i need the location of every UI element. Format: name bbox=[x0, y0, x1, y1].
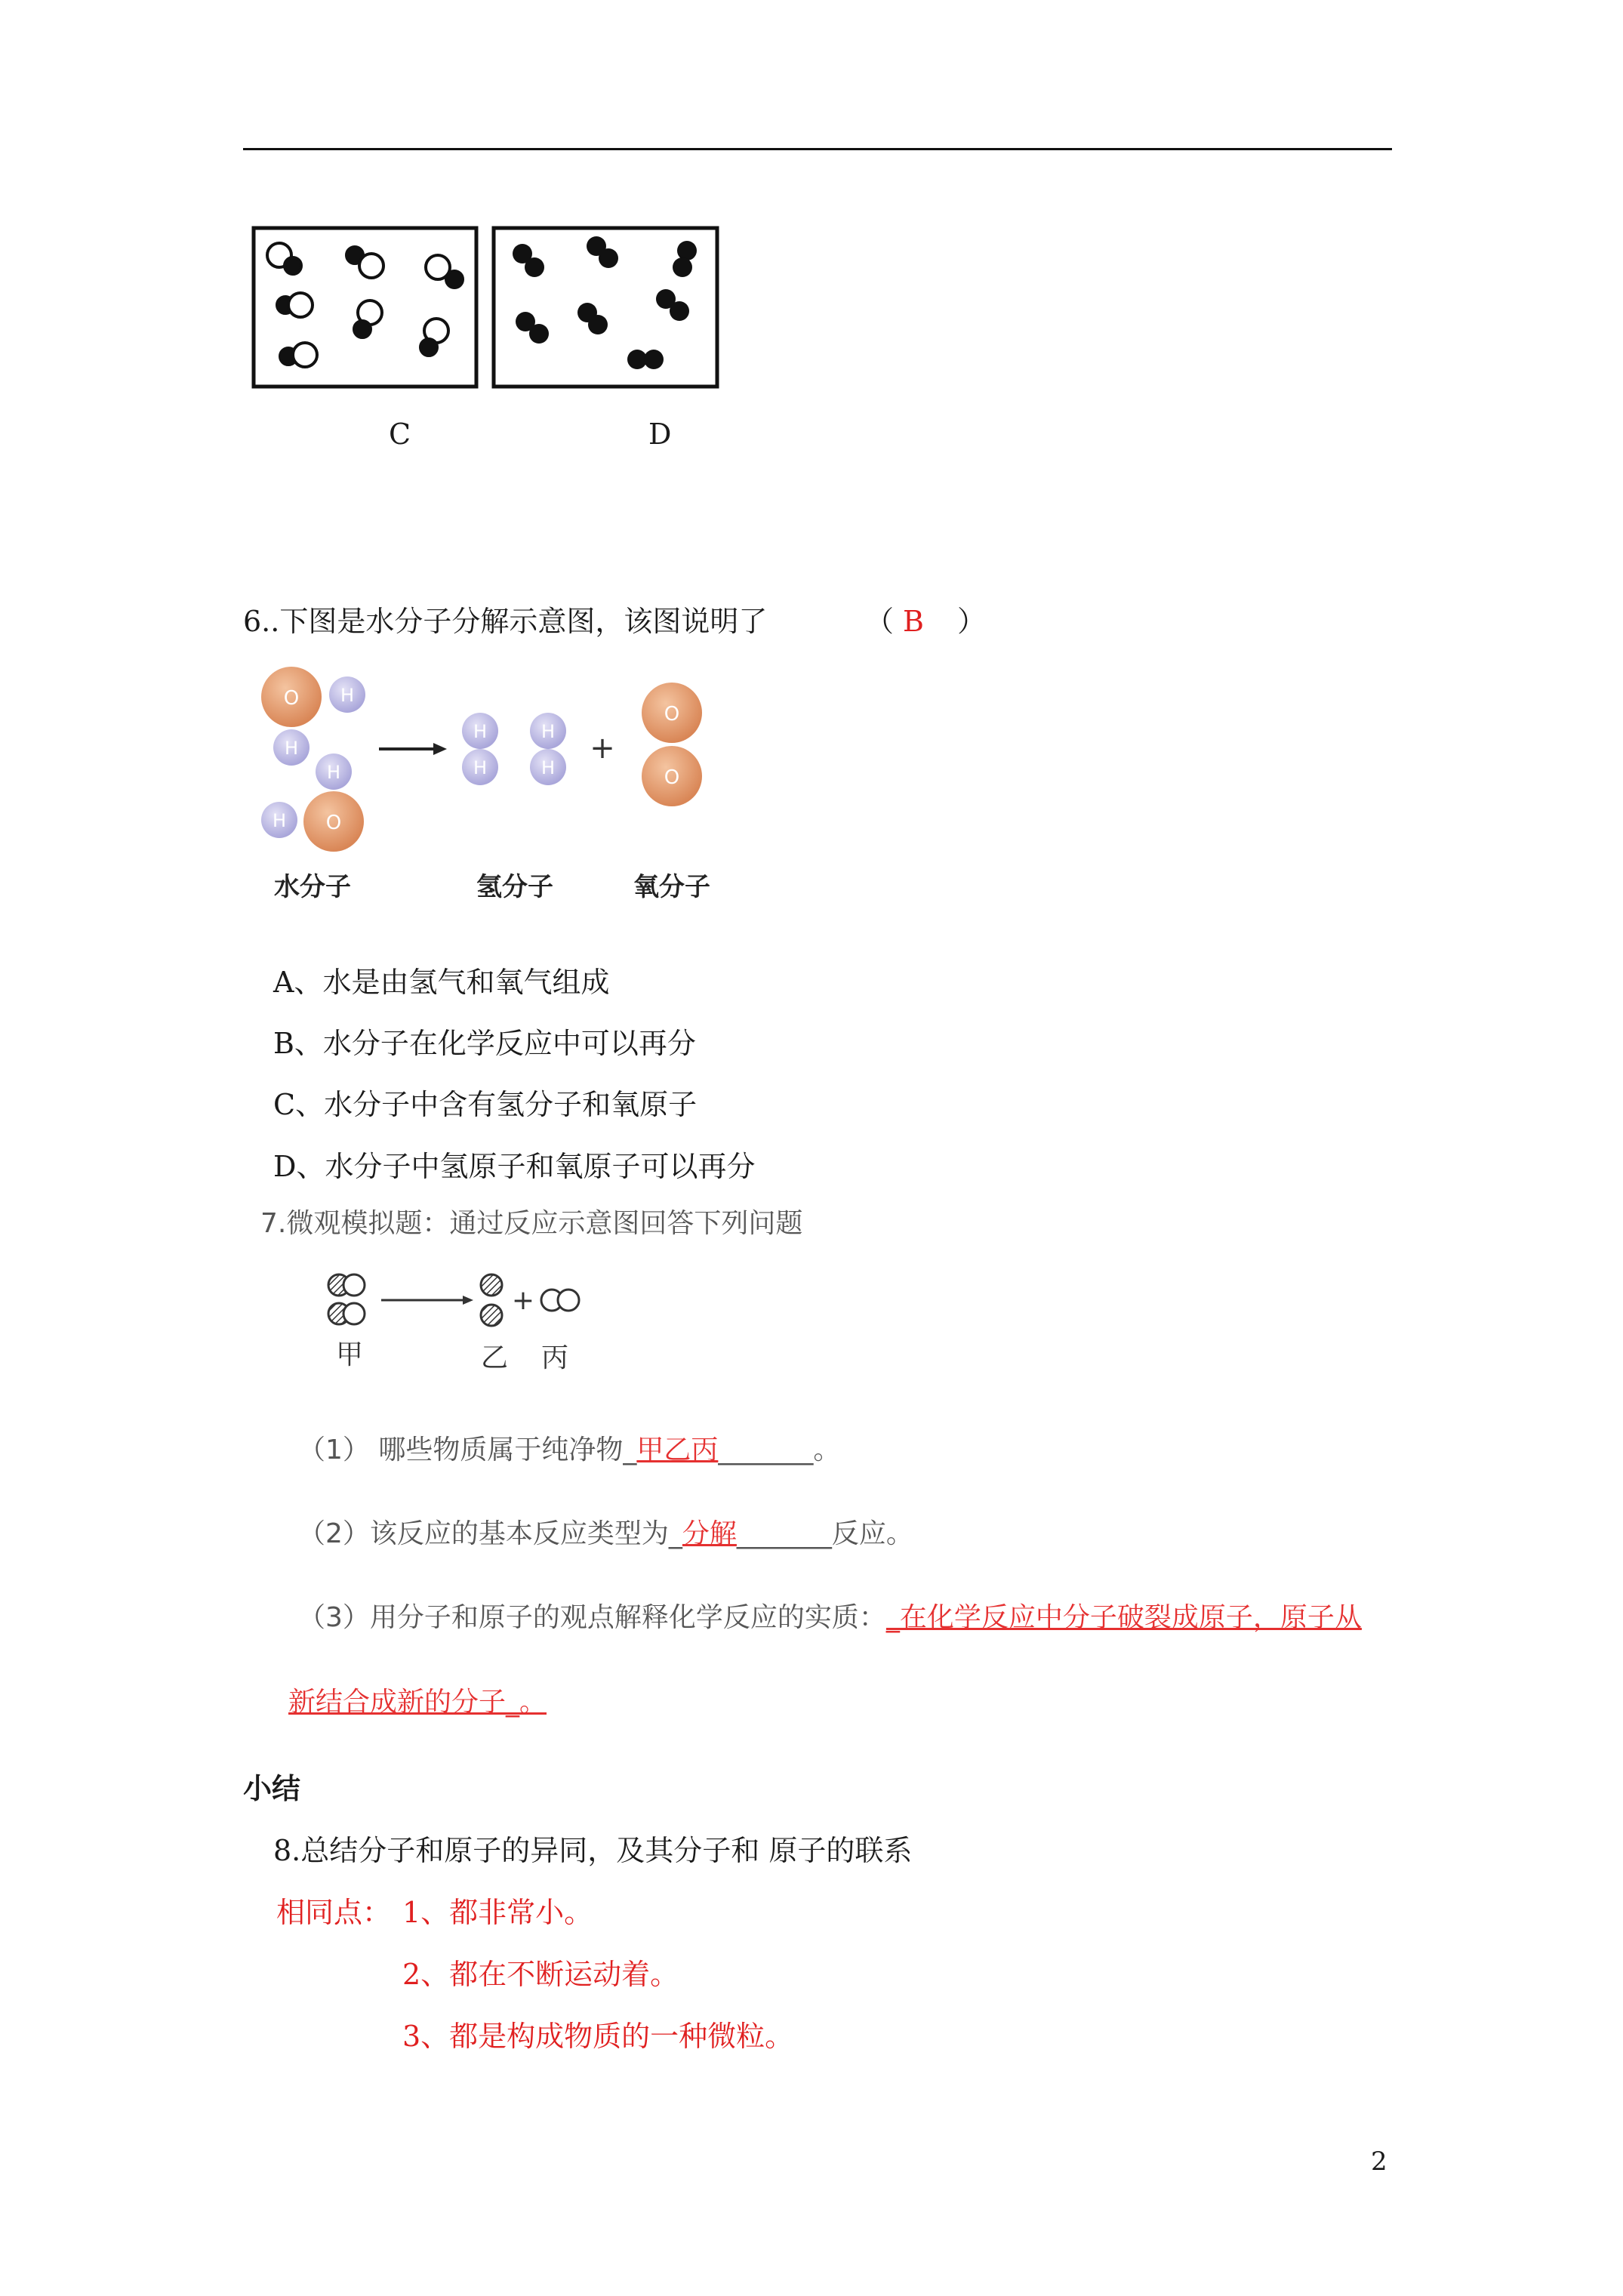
svg-text:H: H bbox=[540, 721, 556, 742]
molecule-bing bbox=[541, 1290, 579, 1311]
q6-option-d: D、水分子中氢原子和氧原子可以再分 bbox=[273, 1150, 756, 1183]
caption-water: 水分子 bbox=[274, 872, 351, 902]
plus-sign: + bbox=[590, 731, 615, 766]
caption-oxygen: 氧分子 bbox=[633, 872, 710, 902]
water-molecule-1 bbox=[261, 667, 365, 766]
label-jia: 甲 bbox=[335, 1339, 364, 1370]
svg-text:H: H bbox=[340, 685, 355, 706]
oxygen-molecule bbox=[642, 683, 702, 806]
same-label: 相同点： bbox=[276, 1896, 392, 1929]
hydrogen-molecules bbox=[462, 713, 566, 785]
q6-option-b: B、水分子在化学反应中可以再分 bbox=[273, 1027, 696, 1060]
q6-option-a: A、水是由氢气和氧气组成 bbox=[273, 966, 610, 999]
reaction-arrow bbox=[379, 743, 447, 755]
label-d: D bbox=[648, 418, 672, 451]
svg-text:H: H bbox=[540, 757, 556, 778]
q7-sub2-answer: 分解 bbox=[682, 1518, 737, 1549]
svg-text:H: H bbox=[272, 810, 287, 831]
q6-answer: B bbox=[903, 605, 924, 638]
label-bing: 丙 bbox=[540, 1342, 569, 1373]
svg-text:H: H bbox=[284, 738, 299, 759]
label-yi: 乙 bbox=[480, 1342, 509, 1373]
svg-text:O: O bbox=[283, 687, 300, 710]
q7-sub3-answer-line1: _在化学反应中分子破裂成原子，原子从 bbox=[885, 1602, 1362, 1633]
page-number: 2 bbox=[1371, 2147, 1387, 2177]
q7-sub3-line2 bbox=[288, 1681, 547, 1719]
q6-answer-open: （ bbox=[865, 605, 895, 638]
header-rule bbox=[243, 148, 1392, 150]
q7-reaction-diagram bbox=[321, 1267, 593, 1388]
same-point-3: 3、都是构成物质的一种微粒。 bbox=[402, 2020, 794, 2053]
q7-stem: 7.微观模拟题：通过反应示意图回答下列问题 bbox=[260, 1208, 803, 1239]
molecule-yi bbox=[481, 1274, 502, 1326]
same-point-2: 2、都在不断运动着。 bbox=[402, 1958, 679, 1991]
box-c-molecules bbox=[267, 243, 463, 367]
q7-sub1: （1） 哪些物质属于纯净物_甲乙丙_______。 bbox=[298, 1435, 841, 1465]
q6-option-c: C、水分子中含有氢分子和氧原子 bbox=[273, 1088, 698, 1121]
label-c: C bbox=[389, 418, 411, 451]
q6-answer-close: ） bbox=[957, 605, 987, 638]
same-point-1: 1、都非常小。 bbox=[402, 1896, 593, 1929]
caption-hydrogen: 氢分子 bbox=[476, 872, 553, 902]
svg-text:+: + bbox=[511, 1285, 535, 1316]
q7-sub2: （2）该反应的基本反应类型为_分解_______反应。 bbox=[298, 1518, 913, 1549]
summary-heading: 小结 bbox=[243, 1772, 301, 1805]
q7-sub3-answer-line2: 新结合成新的分子_。 bbox=[288, 1687, 547, 1718]
q8-stem: 8.总结分子和原子的异同，及其分子和 原子的联系 bbox=[273, 1834, 913, 1867]
svg-text:H: H bbox=[473, 721, 488, 742]
q6-stem: 6..下图是水分子分解示意图，该图说明了 bbox=[243, 605, 768, 638]
water-decomposition-diagram bbox=[249, 664, 747, 921]
svg-text:O: O bbox=[325, 812, 342, 834]
svg-text:H: H bbox=[326, 762, 341, 783]
q7-sub3: （3）用分子和原子的观点解释化学反应的实质：_在化学反应中分子破裂成原子，原子从 bbox=[298, 1602, 1362, 1633]
water-molecule-2 bbox=[261, 754, 364, 852]
svg-text:H: H bbox=[473, 757, 488, 778]
svg-text:O: O bbox=[664, 703, 680, 726]
box-d-molecules bbox=[513, 236, 697, 369]
svg-text:O: O bbox=[664, 766, 680, 789]
molecule-jia bbox=[328, 1274, 365, 1324]
particle-boxes-figure bbox=[249, 223, 725, 397]
q7-sub1-answer: 甲乙丙 bbox=[636, 1435, 719, 1465]
